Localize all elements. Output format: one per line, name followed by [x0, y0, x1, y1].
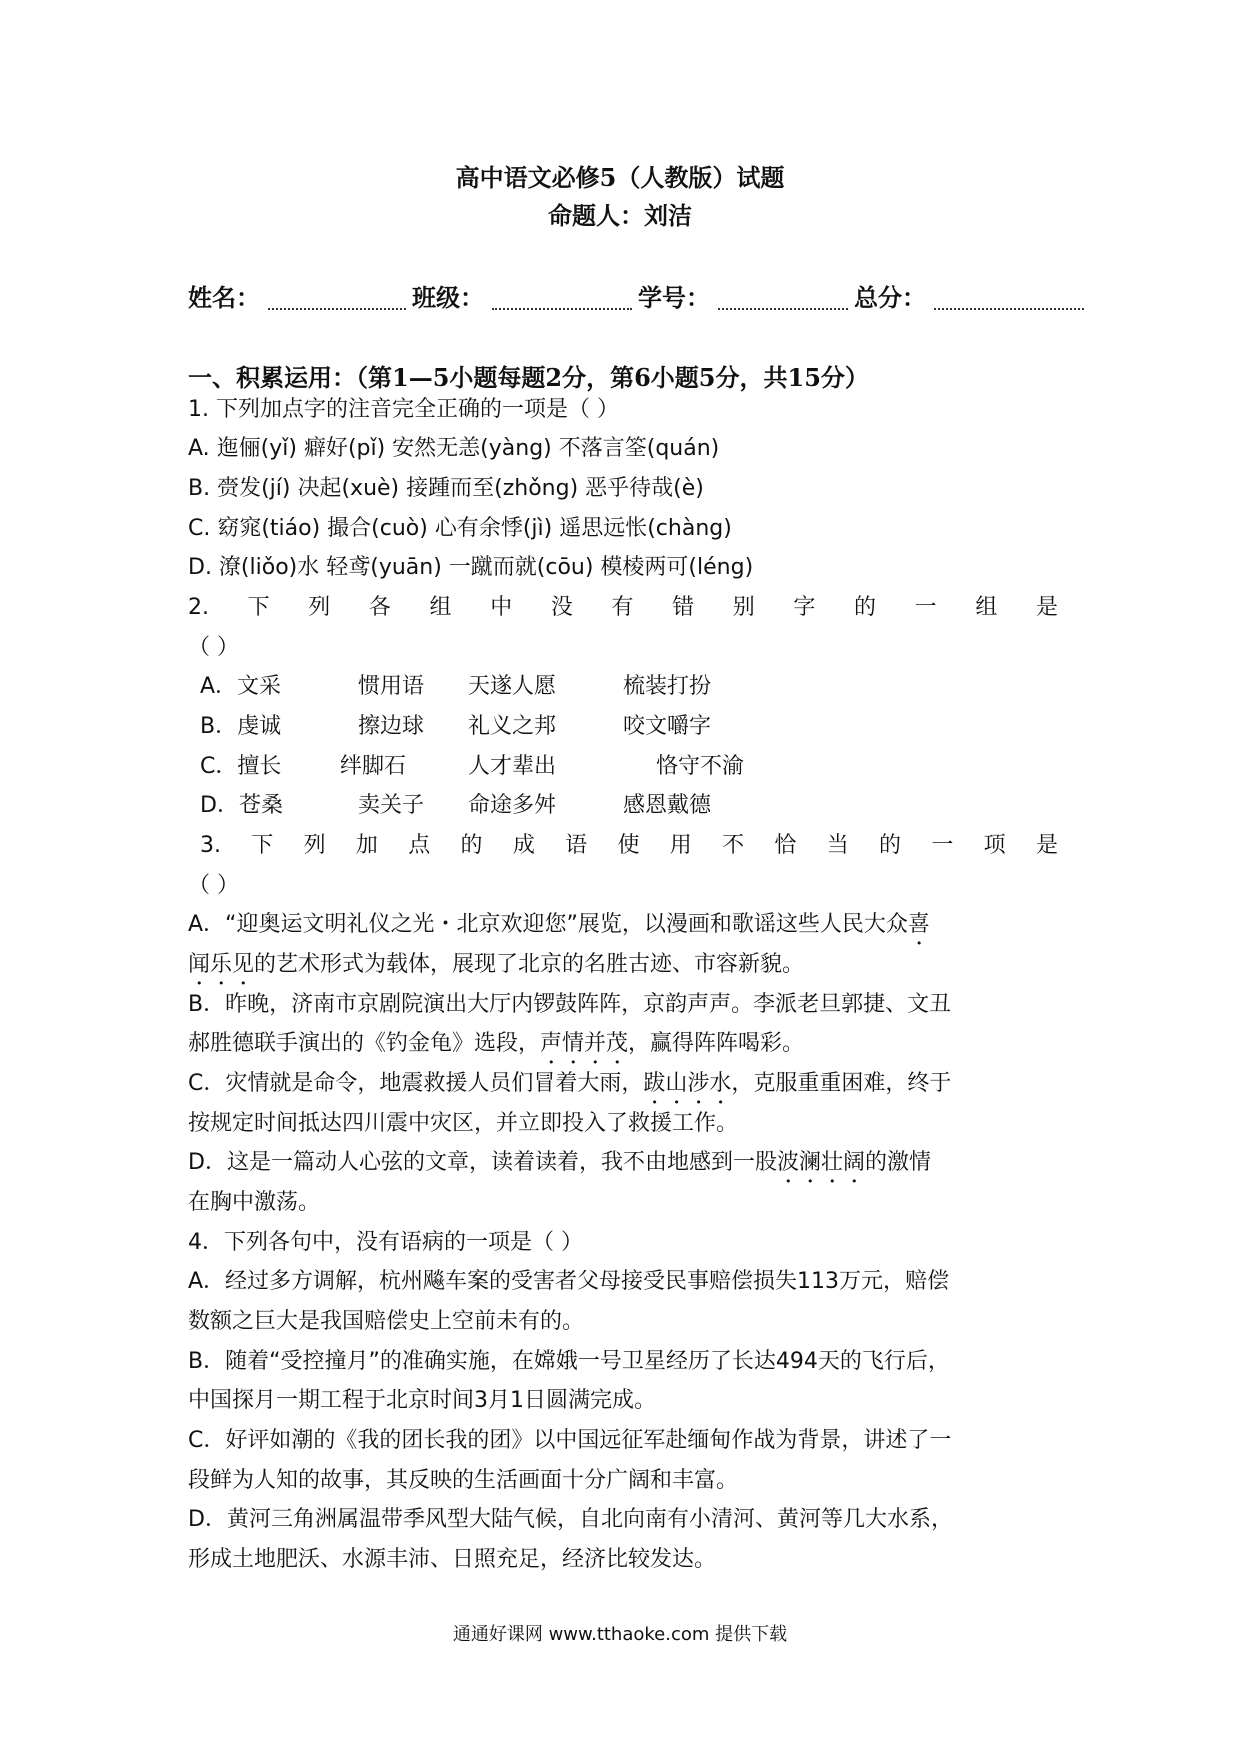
q2-paren: （ ） — [188, 635, 239, 660]
class-blank[interactable] — [492, 286, 632, 310]
q3-option-b-line2: 郝胜德联手演出的《钓金龟》选段，声情并茂，赢得阵阵喝彩。 — [188, 1031, 805, 1056]
section1-heading: 一、积累运用：（第1—5小题每题2分，第6小题5分，共15分） — [188, 363, 869, 392]
q3-stem: 3. 下 列 加 点 的 成 语 使 用 不 恰 当 的 一 项 是 — [200, 833, 1058, 858]
q4-option-c-line2: 段鲜为人知的故事，其反映的生活画面十分广阔和丰富。 — [188, 1468, 739, 1493]
q4-option-b-line2: 中国探月一期工程于北京时间3月1日圆满完成。 — [188, 1388, 656, 1413]
exam-title: 高中语文必修5（人教版）试题 — [455, 163, 785, 192]
id-label: 学号： — [638, 283, 710, 312]
q2-option-b: B．虔诚 擦边球 礼义之邦 咬文嚼字 — [200, 714, 712, 739]
score-blank[interactable] — [934, 286, 1084, 310]
q3-option-c-line1: C．灾情就是命令，地震救援人员们冒着大雨，跋山涉水，克服重重困难，终于 — [188, 1071, 952, 1096]
q3-option-d-line1: D．这是一篇动人心弦的文章，读着读着，我不由地感到一股波澜壮阔的激情 — [188, 1150, 931, 1175]
q4-option-d-line1: D．黄河三角洲属温带季风型大陆气候，自北向南有小清河、黄河等几大水系， — [188, 1507, 953, 1532]
q3-option-a-line2: 闻乐见的艺术形式为载体，展现了北京的名胜古迹、市容新貌。 — [188, 952, 805, 977]
q3-option-b-line1: B．昨晚，济南市京剧院演出大厅内锣鼓阵阵，京韵声声。李派老旦郭捷、文丑 — [188, 992, 952, 1017]
q3-option-d-line2: 在胸中激荡。 — [188, 1190, 321, 1215]
q1-stem: 1. 下列加点字的注音完全正确的一项是（ ） — [188, 397, 619, 422]
q4-option-a-line2: 数额之巨大是我国赔偿史上空前未有的。 — [188, 1309, 585, 1334]
q1-option-b: B. 赍发(jí) 决起(xuè) 接踵而至(zhǒng) 恶乎待哉(è) — [188, 476, 704, 501]
student-info-row — [188, 278, 1188, 313]
exam-author: 命题人：刘洁 — [548, 201, 692, 230]
name-blank[interactable] — [268, 286, 406, 310]
page-footer: 通通好课网 www.tthaoke.com 提供下载 — [452, 1624, 788, 1645]
q4-option-b-line1: B．随着“受控撞月”的准确实施，在嫦娥一号卫星经历了长达494天的飞行后， — [188, 1349, 950, 1374]
q2-option-c: C．擅长 绊脚石 人才辈出 恪守不渝 — [200, 754, 745, 779]
q1-option-c: C. 窈窕(tiáo) 撮合(cuò) 心有余悸(jì) 遥思远怅(chàng) — [188, 516, 732, 541]
score-label: 总分： — [854, 283, 926, 312]
q3-option-a-line1: A．“迎奥运文明礼仪之光・北京欢迎您”展览，以漫画和歌谣这些人民大众喜 — [188, 912, 930, 937]
q1-option-d: D. 潦(liǒo)水 轻鸢(yuān) 一蹴而就(cōu) 模棱两可(léng) — [188, 555, 754, 580]
class-label: 班级： — [412, 283, 484, 312]
q2-stem: 2. 下 列 各 组 中 没 有 错 别 字 的 一 组 是 — [188, 595, 1058, 620]
id-blank[interactable] — [718, 286, 848, 310]
q4-option-c-line1: C．好评如潮的《我的团长我的团》以中国远征军赴缅甸作战为背景，讲述了一 — [188, 1428, 952, 1453]
q2-option-a: A．文采 惯用语 天遂人愿 梳装打扮 — [200, 674, 712, 699]
q4-stem: 4．下列各句中，没有语病的一项是（ ） — [188, 1230, 583, 1255]
q2-option-d: D．苍桑 卖关子 命途多舛 感恩戴德 — [200, 793, 712, 818]
q3-paren: （ ） — [188, 873, 239, 898]
q4-option-d-line2: 形成土地肥沃、水源丰沛、日照充足，经济比较发达。 — [188, 1547, 717, 1572]
q4-option-a-line1: A．经过多方调解，杭州飚车案的受害者父母接受民事赔偿损失113万元，赔偿 — [188, 1269, 950, 1294]
q3-option-c-line2: 按规定时间抵达四川震中灾区，并立即投入了救援工作。 — [188, 1111, 739, 1136]
name-label: 姓名： — [188, 283, 260, 312]
q1-option-a: A. 迤俪(yǐ) 癖好(pǐ) 安然无恙(yàng) 不落言筌(quán) — [188, 436, 720, 461]
